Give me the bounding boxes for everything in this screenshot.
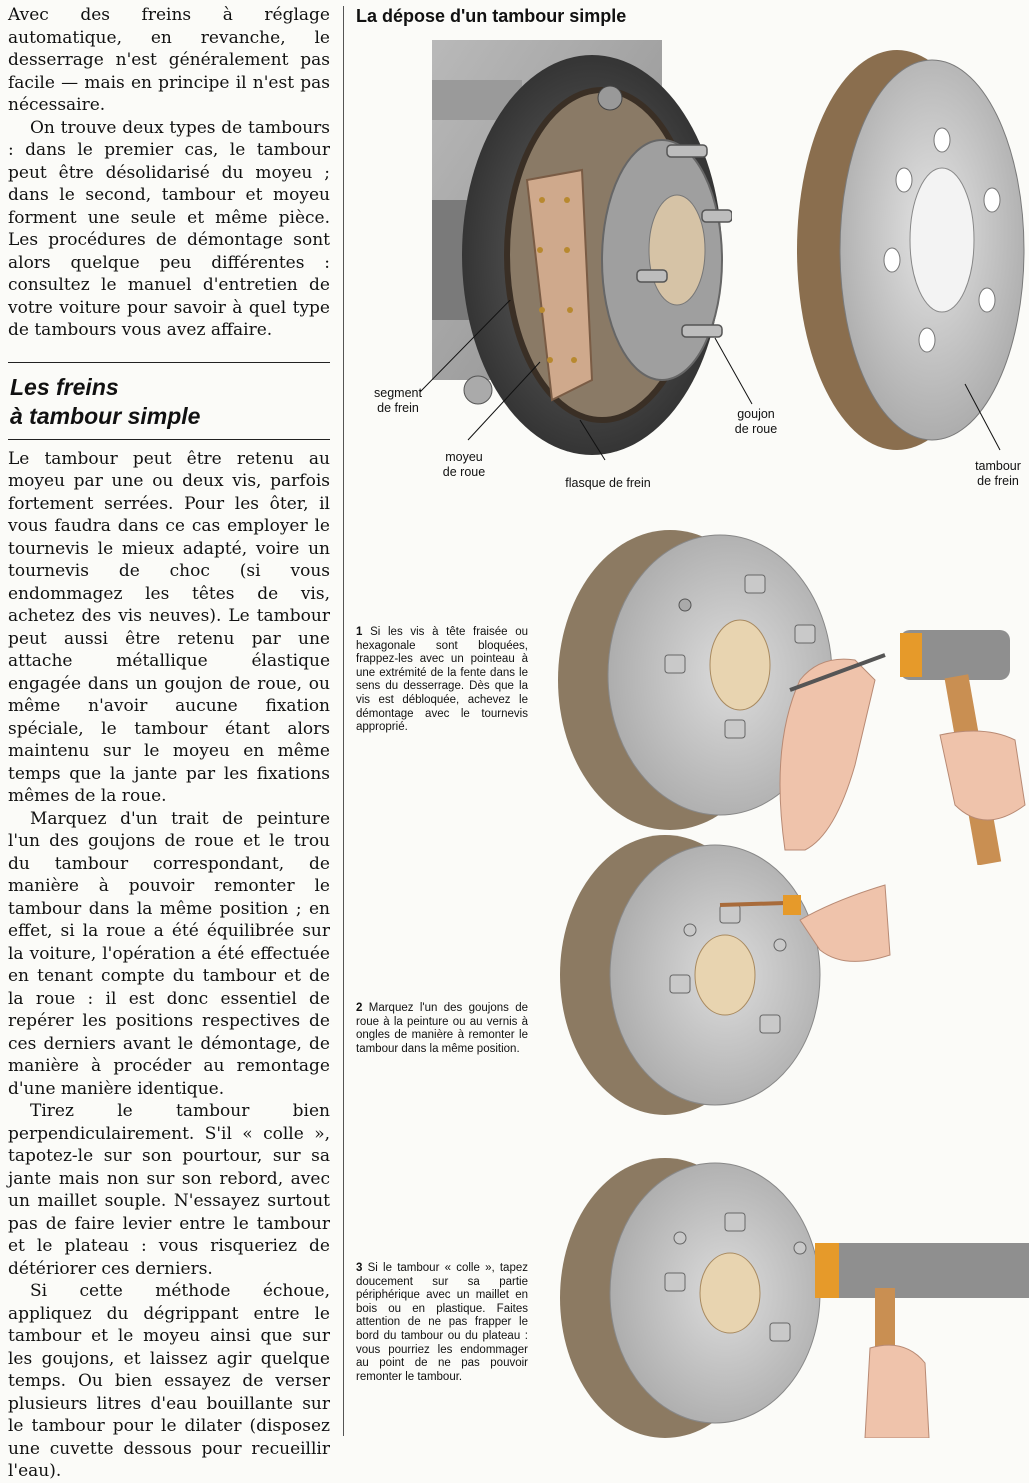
body-paragraph-2: Marquez d'un trait de peinture l'un des goujons de roue et le trou du tambour correspondant, de manière à pouvoir remonter le tambour dans la même position ; en effet, si la roue a été équilibrée sur la voiture, l'opération a été effectuée en tenant compte du tambour et de la roue : il est donc essentiel de repérer les positions respectives de ces derniers avant le démontage, de manière à procéder au remontage d'une manière identique. bbox=[8, 808, 330, 1099]
hub-cap bbox=[695, 935, 755, 1015]
hub-cap bbox=[710, 620, 770, 710]
body-paragraph-4: Si cette méthode échoue, appliquez du dégrippant entre le tambour et le moyeu ainsi que sur les goujons, et laissez agir quelque temps. Ou bien essayez de verser plusieurs litres d'eau bouillante sur le tambour pour le dilater (disposez une cuvette dessous pour recueillir l'eau). bbox=[8, 1281, 330, 1481]
section-title bbox=[10, 373, 330, 431]
label-segment-de-frein: segment de frein bbox=[374, 386, 422, 415]
section-title-line-1: Les freins bbox=[10, 373, 119, 400]
step-2-illustration bbox=[545, 825, 1029, 1125]
figure-title: La dépose d'un tambour simple bbox=[356, 6, 627, 26]
step-1-caption: 1 Si les vis à tête fraisée ou hexagonale sont bloquées, frappez-les avec un pointeau à une extrémité de la fente dans le sens du desserrage. Dès que la vis est débloquée, achevez le démontage avec le tournevis approprié. bbox=[356, 626, 528, 734]
hand bbox=[865, 1345, 929, 1438]
hand-right bbox=[940, 731, 1025, 820]
label-moyeu-de-roue: moyeu de roue bbox=[442, 450, 486, 479]
mallet-band bbox=[815, 1243, 839, 1298]
label-tambour-de-frein: tambour de frein bbox=[975, 459, 1021, 488]
step-3-illustration bbox=[545, 1148, 1029, 1438]
section-rule-top bbox=[8, 362, 330, 363]
intro-paragraph-2: On trouve deux types de tambours : dans le premier cas, le tambour peut être désolidarisé du moyeu ; dans le second, tambour et moyeu forment une seule et même pièce. Les procédures de démontage sont alors quelque peu différentes : consultez le manuel d'entretien de votre voiture pour savoir à quel type de tambours vous avez affaire. bbox=[8, 117, 330, 340]
section-title-line-2: à tambour simple bbox=[10, 402, 201, 429]
mallet-band bbox=[900, 633, 922, 677]
hub-cap bbox=[700, 1253, 760, 1333]
brush-ferrule bbox=[783, 895, 801, 915]
intro-paragraph-1: Avec des freins à réglage automatique, en revanche, le desserrage n'est généralement pas facile — mais en principe il n'est pas nécessaire. bbox=[8, 5, 330, 115]
mallet-head bbox=[815, 1243, 1029, 1298]
step-3-caption: 3 Si le tambour « colle », tapez doucement sur sa partie périphérique avec un maillet en bois ou en plastique. Faites attention de ne pas frapper le bord du tambour ou du plateau : vous pourriez les endommager au point de ne pas pouvoir remonter le tambour. bbox=[356, 1262, 528, 1383]
step-2-caption: 2 Marquez l'un des goujons de roue à la peinture ou au vernis à ongles de manière à remonter le tambour dans la même position. bbox=[356, 1002, 528, 1055]
screw-head bbox=[679, 599, 691, 611]
hub-center bbox=[649, 195, 705, 305]
body-paragraph-3: Tirez le tambour bien perpendiculairement. S'il « colle », tapotez-le sur son pourtour, sur sa jante mais non sur son rebord, avec un maillet souple. N'essayez surtout pas de faire levier entre le tambour et le plateau : vous risqueriez de détériorer ces derniers. bbox=[8, 1101, 330, 1279]
paint-brush bbox=[720, 903, 785, 905]
label-flasque-de-frein: flasque de frein bbox=[565, 476, 651, 490]
section-rule-bottom bbox=[8, 439, 330, 440]
column-divider bbox=[343, 6, 344, 1436]
body-paragraph-1: Le tambour peut être retenu au moyeu par une ou deux vis, parfois fortement serrées. Pour les ôter, il vous faudra dans ce cas employer le tournevis le mieux adapté, voire un tournevis de choc (si vous endommagez les têtes de vis, achetez des vis neuves). Le tambour peut aussi être retenu par une attache métallique élastique engagée dans un goujon de roue, ou même n'avoir aucune fixation spéciale, le tambour étant alors maintenu sur le moyeu en même temps que la jante par les fixations mêmes de la roue. bbox=[8, 448, 330, 806]
step-1-illustration bbox=[545, 505, 1029, 865]
label-goujon-de-roue: goujon de roue bbox=[734, 407, 778, 436]
left-text-column bbox=[8, 4, 330, 1483]
drum-center-hole bbox=[910, 168, 974, 312]
